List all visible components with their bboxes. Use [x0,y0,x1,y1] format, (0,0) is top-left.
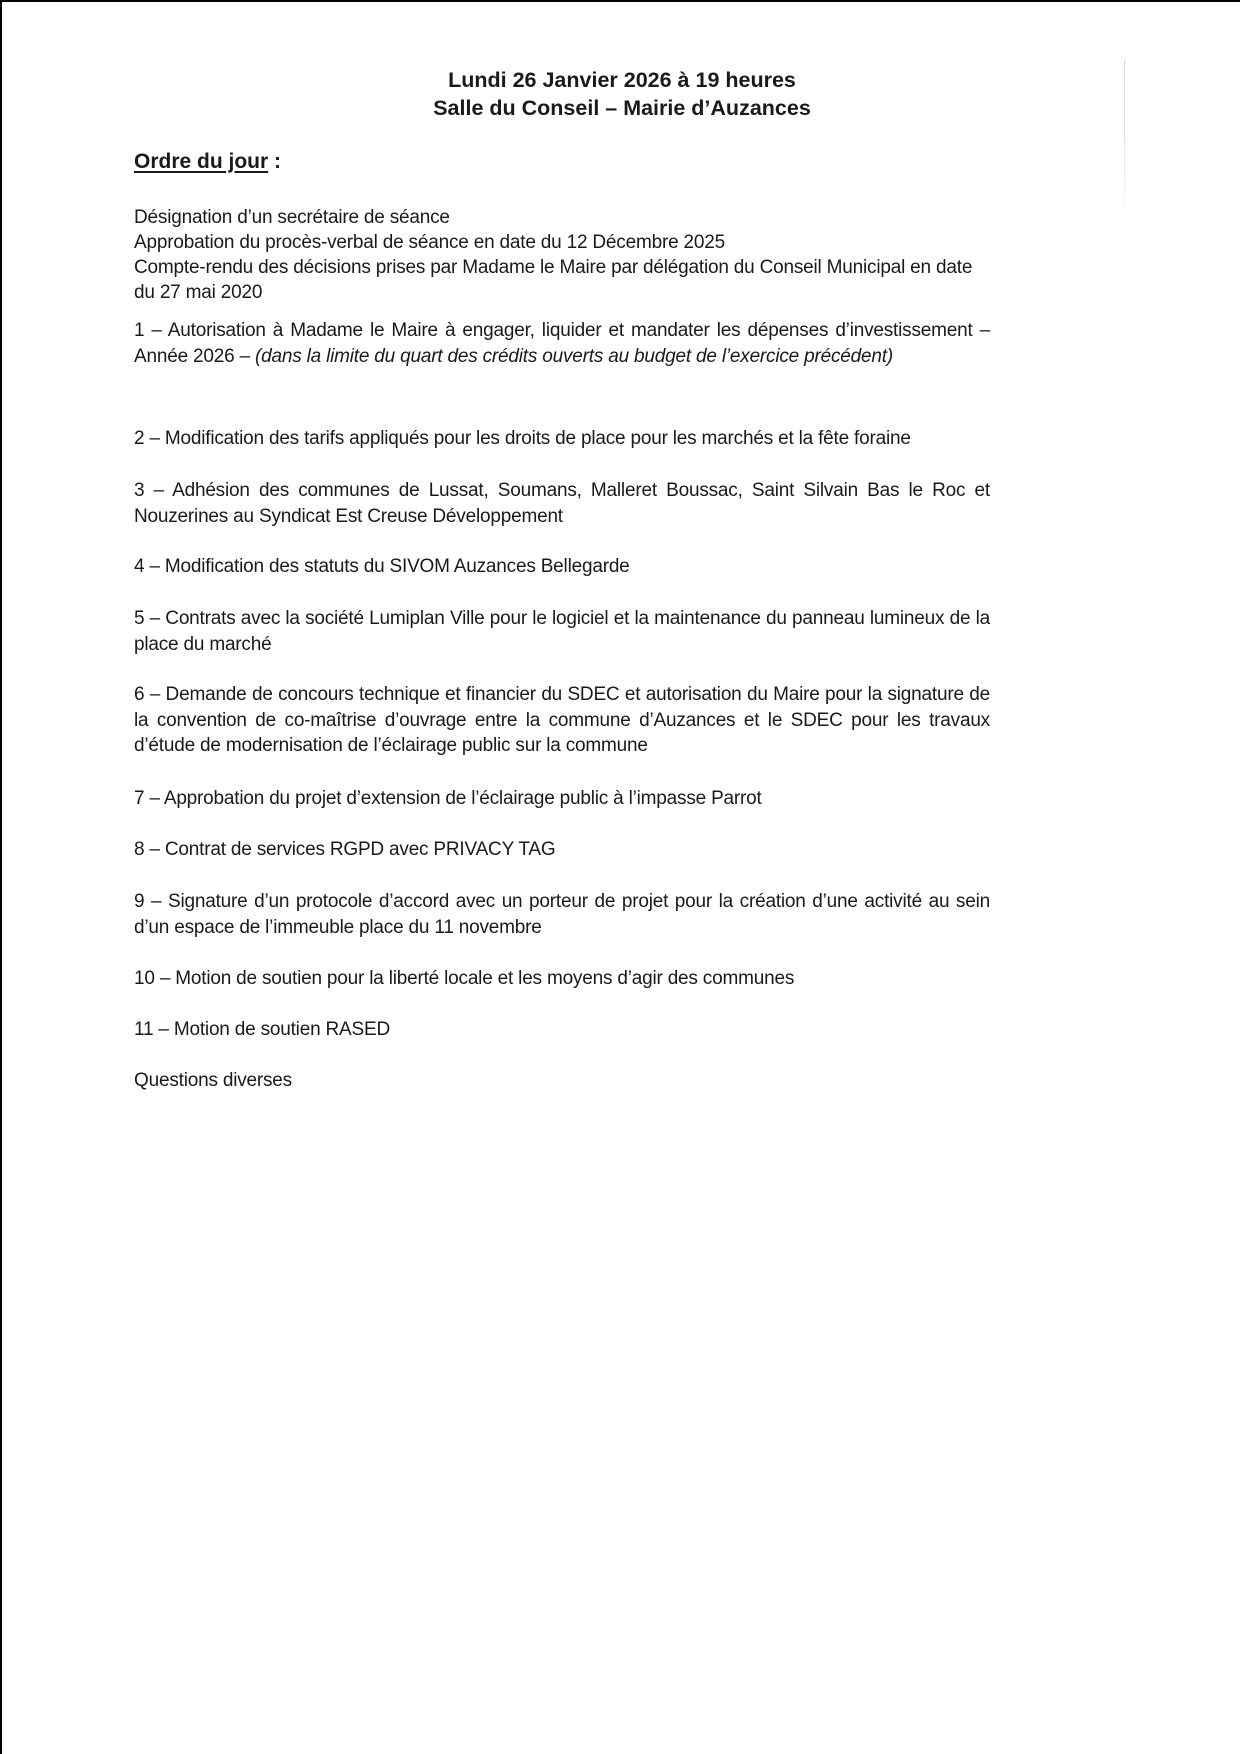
agenda-item-3: 3 – Adhésion des communes de Lussat, Soumans, Malleret Boussac, Saint Silvain Bas le Roc et Nouzerines au Syndicat Est Creuse Développement [134,480,990,527]
agenda-item-7: 7 – Approbation du projet d’extension de l’éclairage public à l’impasse Parrot [134,788,762,809]
agenda-heading-colon: : [268,150,282,173]
agenda-item-5: 5 – Contrats avec la société Lumiplan Ville pour le logiciel et la maintenance du panneau lumineux de la place du marché [134,608,990,655]
agenda-item-6: 6 – Demande de concours technique et financier du SDEC et autorisation du Maire pour la signature de la convention de co-maîtrise d’ouvrage entre la commune d’Auzances et le SDEC pour les travaux d’étude de modernisation de l’éclairage public sur la commune [134,684,990,756]
agenda-heading [134,149,281,175]
agenda-item-text: 1 – Autorisation à Madame le Maire à engager, liquider et mandater les dépenses d’investissement – Année 2026 – [134,320,990,367]
agenda-heading-label: Ordre du jour [134,150,269,173]
preliminary-item: Approbation du procès-verbal de séance en date du 12 Décembre 2025 [134,232,725,253]
agenda-item-11: 11 – Motion de soutien RASED [134,1019,390,1040]
preliminary-items [134,205,990,305]
meeting-datetime: Lundi 26 Janvier 2026 à 19 heures [448,68,796,92]
agenda-item-note: (dans la limite du quart des crédits ouverts au budget de l’exercice précédent) [255,345,893,367]
agenda-item-2: 2 – Modification des tarifs appliqués pour les droits de place pour les marchés et la fête foraine [134,428,911,449]
meeting-location: Salle du Conseil – Mairie d’Auzances [433,96,811,120]
agenda-item-9: 9 – Signature d’un protocole d’accord avec un porteur de projet pour la création d’une activité au sein d’un espace de l’immeuble place du 11 novembre [134,891,990,938]
preliminary-item: Compte-rendu des décisions prises par Madame le Maire par délégation du Conseil Municipal en date du 27 mai 2020 [134,257,973,303]
agenda-item-8: 8 – Contrat de services RGPD avec PRIVACY TAG [134,839,556,860]
agenda-item-10: 10 – Motion de soutien pour la liberté locale et les moyens d’agir des communes [134,968,795,989]
meeting-header [2,66,1240,122]
agenda-item-1 [134,318,990,369]
closing-item: Questions diverses [134,1070,292,1091]
agenda-item-4: 4 – Modification des statuts du SIVOM Auzances Bellegarde [134,556,630,577]
preliminary-item: Désignation d’un secrétaire de séance [134,207,450,228]
